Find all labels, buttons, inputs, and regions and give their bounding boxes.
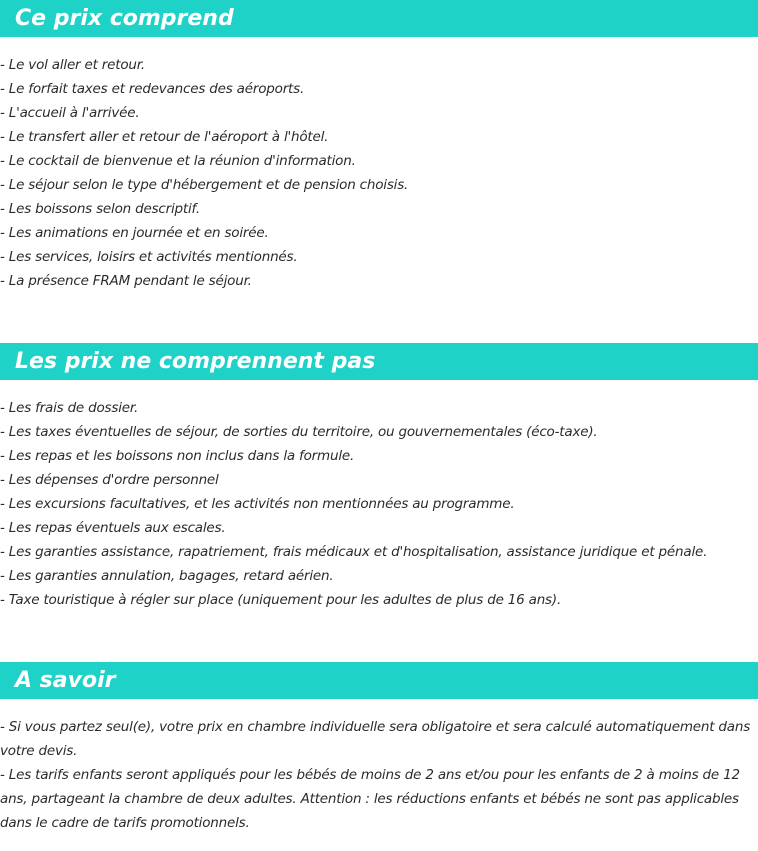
list-item: - Les taxes éventuelles de séjour, de sorties du territoire, ou gouvernementales (éco-taxe). [0, 424, 598, 440]
section-price-includes [0, 0, 758, 293]
list-item: - Les garanties assistance, rapatriement, frais médicaux et d'hospitalisation, assistance juridique et pénale. [0, 544, 708, 560]
section-to-know [0, 662, 758, 835]
list-item: - Les frais de dossier. [0, 400, 139, 416]
section-heading-price-excludes: Les prix ne comprennent pas [0, 343, 758, 380]
list-item: - Le forfait taxes et redevances des aéroports. [0, 81, 305, 97]
list-item: - Les garanties annulation, bagages, retard aérien. [0, 568, 334, 584]
list-item: - Le cocktail de bienvenue et la réunion d'information. [0, 153, 356, 169]
list-item: - Le séjour selon le type d'hébergement et de pension choisis. [0, 177, 409, 193]
list-item: - Le vol aller et retour. [0, 57, 145, 73]
list-item: - Taxe touristique à régler sur place (uniquement pour les adultes de plus de 16 ans). [0, 592, 562, 608]
section-price-excludes [0, 343, 758, 612]
info-paragraph-single-traveler: - Si vous partez seul(e), votre prix en chambre individuelle sera obligatoire et sera calculé automatiquement dans votre devis. [0, 719, 751, 759]
excluded-list [0, 396, 758, 612]
included-list [0, 53, 758, 293]
section-heading-price-includes: Ce prix comprend [0, 0, 758, 37]
list-item: - Les animations en journée et en soirée. [0, 225, 269, 241]
list-item: - Les repas éventuels aux escales. [0, 520, 226, 536]
list-item: - Les dépenses d'ordre personnel [0, 472, 219, 488]
list-item: - Les excursions facultatives, et les activités non mentionnées au programme. [0, 496, 515, 512]
list-item: - Les services, loisirs et activités mentionnés. [0, 249, 298, 265]
list-item: - Les boissons selon descriptif. [0, 201, 200, 217]
list-item: - Le transfert aller et retour de l'aéroport à l'hôtel. [0, 129, 329, 145]
list-item: - L'accueil à l'arrivée. [0, 105, 140, 121]
section-heading-to-know: A savoir [0, 662, 758, 699]
info-paragraph-child-rates: - Les tarifs enfants seront appliqués pour les bébés de moins de 2 ans et/ou pour les enfants de 2 à moins de 12 ans, partageant la chambre de deux adultes. Attention : les réductions enfants et bébés ne sont pas applicables dans le cadre de tarifs promotionnels. [0, 767, 740, 831]
list-item: - Les repas et les boissons non inclus dans la formule. [0, 448, 355, 464]
list-item: - La présence FRAM pendant le séjour. [0, 273, 252, 289]
